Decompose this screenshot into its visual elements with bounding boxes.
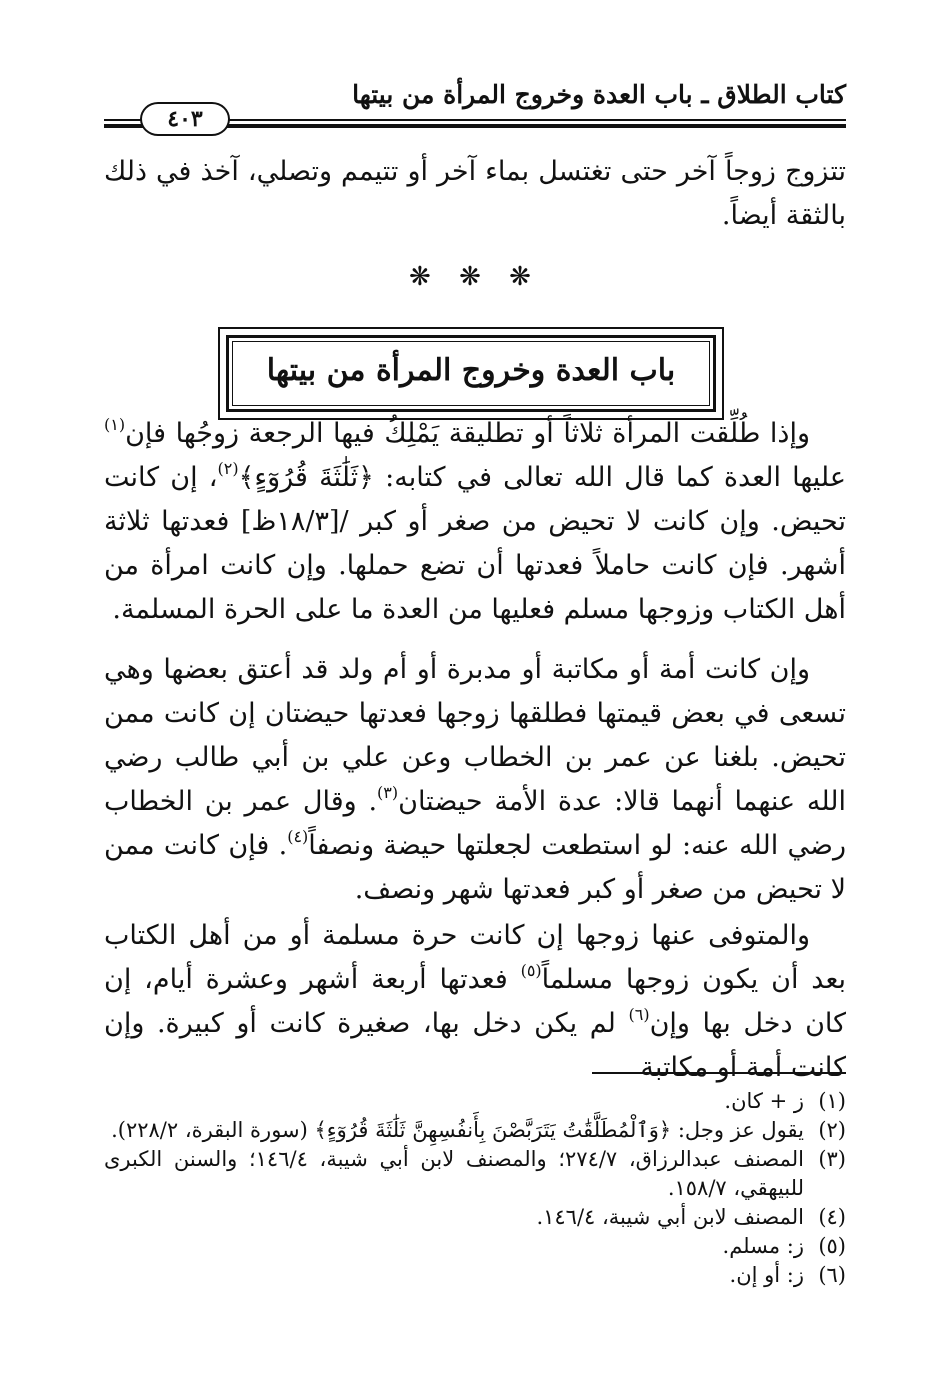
footnote-5 [104,1232,846,1261]
footnote-text: المصنف عبدالرزاق، ٢٧٤/٧؛ والمصنف لابن أبي شيبة، ١٤٦/٤؛ والسنن الكبرى للبيهقي، ١٥٨/٧. [104,1147,804,1200]
paragraph-3 [104,914,846,1090]
chapter-title-frame [218,327,724,420]
footnote-number: (٦) [818,1263,846,1287]
footnote-2 [104,1116,846,1145]
footnote-ref-1[interactable]: (١) [104,415,126,434]
paragraph-1-part-b: عليها العدة كما قال الله تعالى في كتابه: ﴿ثَلَٰثَةَ قُرُوٓءٍ﴾ [238,462,846,493]
footnote-4 [104,1203,846,1232]
paragraph-1-text [104,412,846,632]
paragraph-3-part-c: لم يكن دخل بها، صغيرة كانت أو كبيرة. وإن كانت أمة أو مكاتبة [104,1008,846,1083]
paragraph-1-part-c: ، إن كانت تحيض. وإن كانت لا تحيض من صغر أو كبر /[١٨/٣ظ] فعدتها ثلاثة أشهر. فإن كانت حاملاً فعدتها أن تضع حملها. وإن كانت امرأة من أهل الكتاب وزوجها مسلم فعليها من العدة ما على الحرة المسلمة. [104,462,846,625]
paragraph-3-part-a: والمتوفى عنها زوجها إن كانت حرة مسلمة أو من أهل الكتاب بعد أن يكون زوجها مسلماً [104,920,846,995]
paragraph-1-part-a: وإذا طُلِّقت المرأة ثلاثاً أو تطليقة يَمْلِكُ فيها الرجعة زوجُها فإن [125,418,810,449]
paragraph-2-part-b: . وقال عمر بن الخطاب رضي الله عنه: لو استطعت لجعلتها حيضة ونصفاً [104,786,846,861]
footnote-6 [104,1261,846,1290]
chapter-title: باب العدة وخروج المرأة من بيتها [266,353,676,388]
continuation-paragraph [104,150,846,238]
footnote-text: ز + كان. [724,1089,804,1113]
footnote-ref-2[interactable]: (٢) [217,459,239,478]
page-number-frame [140,102,230,136]
footnote-3 [104,1145,846,1203]
footnote-number: (١) [818,1089,846,1113]
footnote-rule [592,1072,846,1074]
paragraph-2 [104,648,846,912]
page-number: ٤٠٣ [167,106,203,132]
running-head: كتاب الطلاق ـ باب العدة وخروج المرأة من بيتها [352,80,846,109]
footnote-text: المصنف لابن أبي شيبة، ١٤٦/٤. [536,1205,804,1229]
paragraph-3-part-b: فعدتها أربعة أشهر وعشرة أيام، إن كان دخل بها وإن [104,964,846,1039]
footnote-ref-3[interactable]: (٣) [377,783,399,802]
paragraph-2-text [104,648,846,912]
footnote-text: يقول عز وجل: ﴿وَٱلْمُطَلَّقَٰتُ يَتَرَبَّصْنَ بِأَنفُسِهِنَّ ثَلَٰثَةَ قُرُوٓءٍ﴾ (سورة البقرة، ٢٢٨/٢). [111,1118,804,1142]
footnote-1 [104,1087,846,1116]
footnote-number: (٥) [818,1234,846,1258]
footnote-ref-6[interactable]: (٦) [628,1005,650,1024]
footnote-text: ز: أو إن. [729,1263,804,1287]
footnote-number: (٣) [818,1147,846,1171]
footnote-ref-4[interactable]: (٤) [287,827,309,846]
footnote-text: ز: مسلم. [722,1234,804,1258]
footnote-number: (٢) [818,1118,846,1142]
paragraph-1 [104,412,846,632]
section-separator: ❋ ❋ ❋ [409,262,541,292]
footnote-number: (٤) [818,1205,846,1229]
paragraph-3-text [104,914,846,1090]
continuation-text: تتزوج زوجاً آخر حتى تغتسل بماء آخر أو تتيمم وتصلي، آخذ في ذلك بالثقة أيضاً. [104,156,846,231]
footnote-ref-5[interactable]: (٥) [520,961,542,980]
paragraph-2-part-c: . فإن كانت ممن لا تحيض من صغر أو كبر فعدتها شهر ونصف. [104,830,846,905]
footnotes [104,1087,846,1290]
paragraph-2-part-a: وإن كانت أمة أو مكاتبة أو مدبرة أو أم ولد قد أعتق بعضها وهي تسعى في بعض قيمتها فطلقها زوجها فعدتها حيضتان إن كانت ممن تحيض. بلغنا عن عمر بن الخطاب وعن علي بن أبي طالب رضي الله عنهما أنهما قالا: عدة الأمة حيضتان [104,654,846,817]
